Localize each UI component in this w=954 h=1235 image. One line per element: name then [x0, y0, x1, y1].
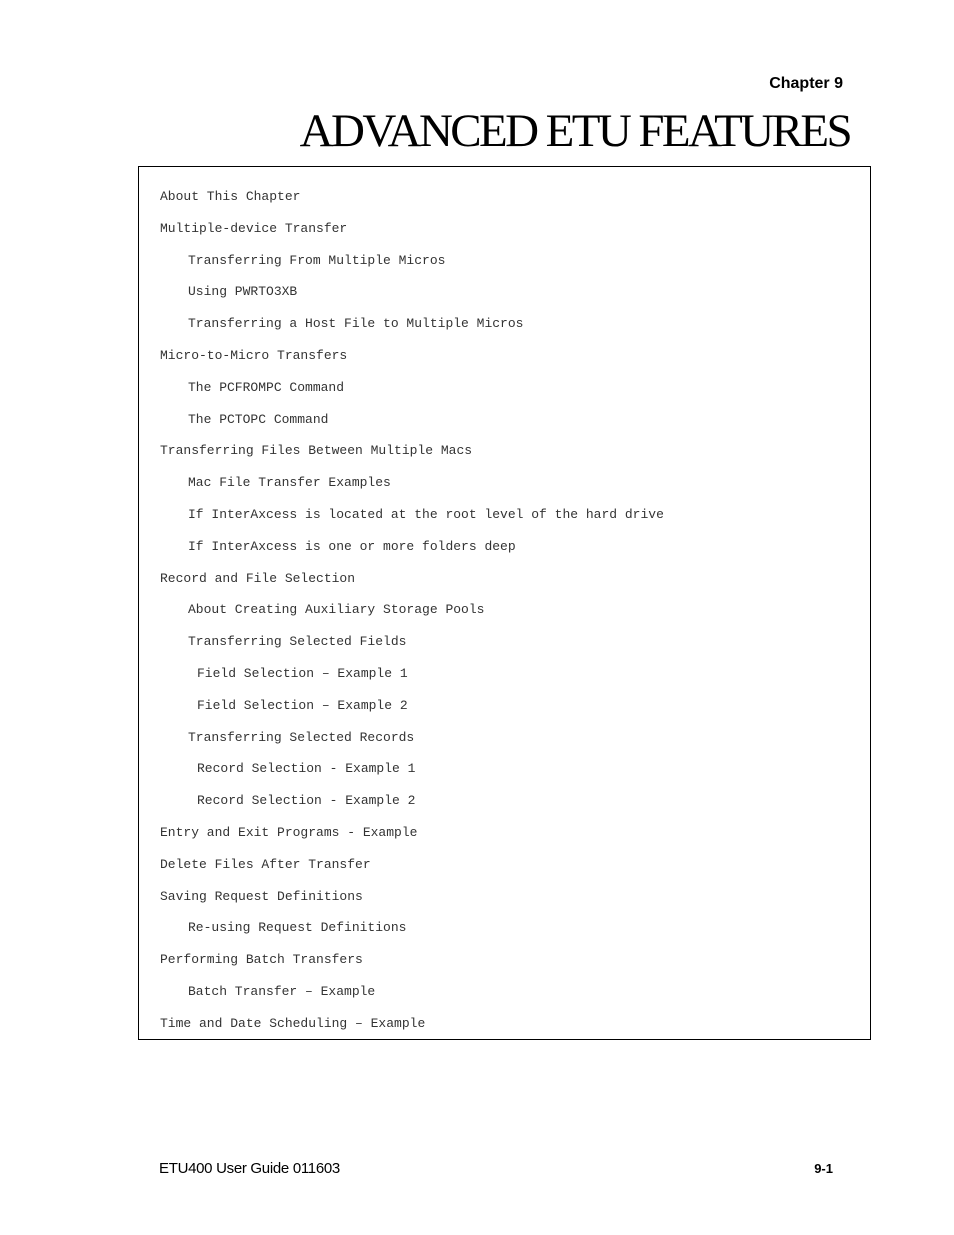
toc-entry: Field Selection – Example 2: [197, 697, 408, 713]
toc-entry: Mac File Transfer Examples: [188, 475, 391, 491]
toc-entry: Multiple-device Transfer: [160, 220, 348, 236]
toc-entry: Transferring Selected Records: [188, 729, 415, 745]
toc-entry: If InterAxcess is one or more folders deep: [188, 538, 516, 554]
toc-entry: Performing Batch Transfers: [160, 952, 363, 968]
toc-entry: Time and Date Scheduling – Example: [160, 1015, 426, 1031]
toc-entry: About Creating Auxiliary Storage Pools: [188, 602, 485, 618]
chapter-title: ADVANCED ETU FEATURES: [299, 105, 850, 157]
toc-entry: Transferring a Host File to Multiple Micros: [188, 316, 524, 332]
toc-entry: Entry and Exit Programs - Example: [160, 824, 418, 840]
toc-entry: Record Selection - Example 2: [197, 793, 416, 809]
toc-entry: Record Selection - Example 1: [197, 761, 416, 777]
toc-entry: Micro-to-Micro Transfers: [160, 347, 348, 363]
toc-entry: The PCFROMPC Command: [188, 379, 345, 395]
toc-entry: Transferring Selected Fields: [188, 634, 407, 650]
toc-entry: Saving Request Definitions: [160, 888, 363, 904]
chapter-label: Chapter 9: [769, 75, 843, 92]
chapter-contents-box: [138, 166, 871, 1040]
toc-entry: Using PWRTO3XB: [188, 284, 298, 300]
toc-entry: Transferring From Multiple Micros: [188, 252, 446, 268]
toc-entry: The PCTOPC Command: [188, 411, 329, 427]
footer-guide-title: ETU400 User Guide 011603: [159, 1160, 340, 1177]
toc-entry: Transferring Files Between Multiple Macs: [160, 443, 473, 459]
toc-entry: Re-using Request Definitions: [188, 920, 407, 936]
toc-entry: About This Chapter: [160, 189, 301, 204]
toc-entry: Delete Files After Transfer: [160, 856, 371, 872]
toc-entry: Field Selection – Example 1: [197, 665, 408, 681]
toc-entry: Batch Transfer – Example: [188, 983, 376, 999]
footer-page-number: 9-1: [814, 1161, 833, 1176]
toc-entry: Record and File Selection: [160, 570, 356, 586]
chapter-contents-list: [139, 181, 870, 1040]
toc-entry: If InterAxcess is located at the root level of the hard drive: [188, 506, 664, 522]
